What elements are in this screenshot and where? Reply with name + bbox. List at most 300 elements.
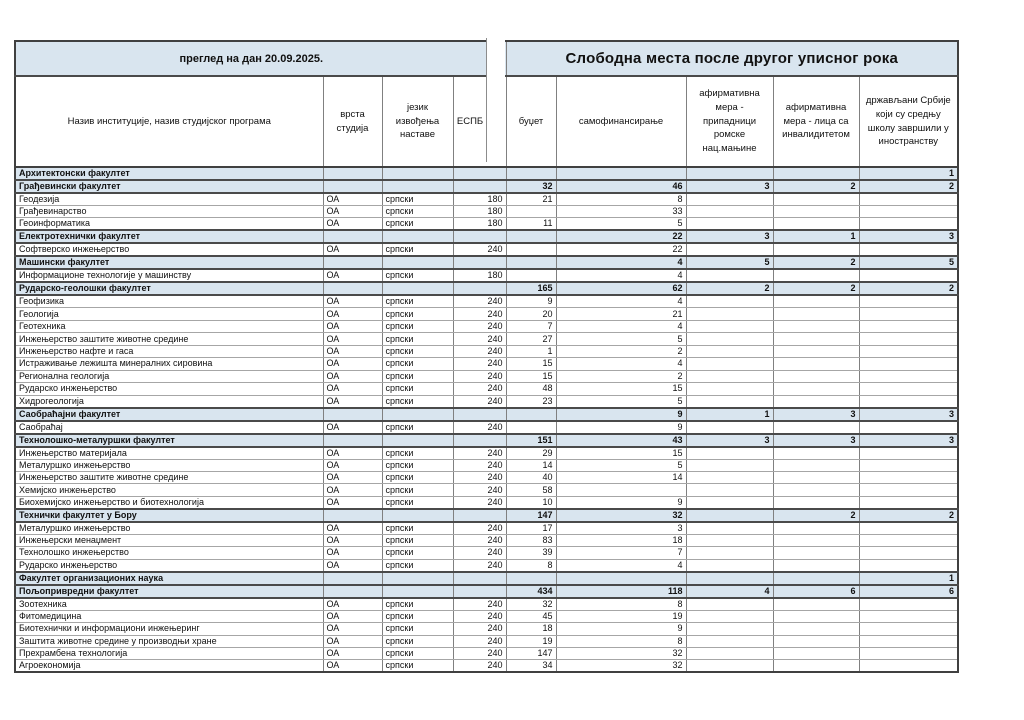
cell-study-type <box>323 509 382 522</box>
cell-foreign-school <box>859 193 958 206</box>
cell-self-financing: 14 <box>556 471 686 483</box>
cell-study-type: ОА <box>323 623 382 635</box>
column-header-language: језик извођења наставе <box>382 76 453 167</box>
faculty-row <box>15 282 958 295</box>
page-title: Слободна места после другог уписног рока <box>506 41 958 76</box>
cell-budget <box>506 256 556 269</box>
cell-foreign-school <box>859 295 958 308</box>
cell-study-type: ОА <box>323 534 382 546</box>
cell-language: српски <box>382 269 453 282</box>
program-row <box>15 635 958 647</box>
cell-budget: 9 <box>506 295 556 308</box>
cell-budget <box>506 206 556 218</box>
cell-espb <box>453 167 506 180</box>
cell-language: српски <box>382 295 453 308</box>
program-row <box>15 269 958 282</box>
cell-budget: 15 <box>506 358 556 370</box>
cell-name: Технички факултет у Бору <box>15 509 323 522</box>
cell-roma-affirmative <box>686 333 773 345</box>
cell-roma-affirmative <box>686 167 773 180</box>
cell-name: Металуршко инжењерство <box>15 459 323 471</box>
cell-self-financing: 8 <box>556 598 686 611</box>
cell-disability-affirmative <box>773 598 859 611</box>
cell-espb: 240 <box>453 333 506 345</box>
cell-self-financing: 18 <box>556 534 686 546</box>
cell-self-financing: 5 <box>556 395 686 408</box>
cell-foreign-school <box>859 648 958 660</box>
column-header-self-financing: самофинансирање <box>556 76 686 167</box>
cell-foreign-school <box>859 243 958 256</box>
cell-disability-affirmative <box>773 559 859 572</box>
cell-budget: 32 <box>506 180 556 193</box>
cell-self-financing: 9 <box>556 421 686 434</box>
cell-name: Заштита животне средине у производњи хране <box>15 635 323 647</box>
cell-language: српски <box>382 522 453 535</box>
cell-self-financing: 5 <box>556 333 686 345</box>
cell-disability-affirmative <box>773 206 859 218</box>
cell-study-type: ОА <box>323 484 382 496</box>
cell-study-type <box>323 167 382 180</box>
cell-self-financing: 32 <box>556 660 686 673</box>
cell-disability-affirmative <box>773 660 859 673</box>
program-row <box>15 243 958 256</box>
cell-study-type: ОА <box>323 383 382 395</box>
cell-language <box>382 167 453 180</box>
cell-language <box>382 230 453 243</box>
cell-roma-affirmative <box>686 358 773 370</box>
cell-foreign-school <box>859 471 958 483</box>
cell-budget: 18 <box>506 623 556 635</box>
cell-roma-affirmative: 3 <box>686 434 773 447</box>
cell-self-financing: 46 <box>556 180 686 193</box>
cell-self-financing: 4 <box>556 320 686 332</box>
cell-budget: 147 <box>506 509 556 522</box>
cell-self-financing: 8 <box>556 193 686 206</box>
cell-language: српски <box>382 547 453 559</box>
cell-foreign-school <box>859 447 958 460</box>
cell-self-financing: 21 <box>556 308 686 320</box>
program-row <box>15 193 958 206</box>
cell-name: Инжењерство материјала <box>15 447 323 460</box>
cell-self-financing: 19 <box>556 610 686 622</box>
cell-study-type: ОА <box>323 447 382 460</box>
column-header-espb: ЕСПБ <box>453 76 506 167</box>
cell-name: Прехрамбена технологија <box>15 648 323 660</box>
cell-budget: 45 <box>506 610 556 622</box>
cell-study-type: ОА <box>323 459 382 471</box>
cell-self-financing: 5 <box>556 218 686 231</box>
cell-name: Грађевинарство <box>15 206 323 218</box>
cell-self-financing: 7 <box>556 547 686 559</box>
cell-disability-affirmative <box>773 308 859 320</box>
cell-espb: 240 <box>453 395 506 408</box>
cell-budget: 27 <box>506 333 556 345</box>
cell-roma-affirmative <box>686 421 773 434</box>
cell-espb <box>453 509 506 522</box>
cell-roma-affirmative <box>686 320 773 332</box>
cell-self-financing: 4 <box>556 358 686 370</box>
cell-budget <box>506 230 556 243</box>
cell-disability-affirmative: 3 <box>773 434 859 447</box>
cell-self-financing: 2 <box>556 345 686 357</box>
cell-foreign-school <box>859 547 958 559</box>
cell-espb: 240 <box>453 447 506 460</box>
cell-budget: 39 <box>506 547 556 559</box>
cell-espb: 240 <box>453 496 506 509</box>
cell-roma-affirmative <box>686 547 773 559</box>
cell-name: Геофизика <box>15 295 323 308</box>
cell-self-financing: 9 <box>556 496 686 509</box>
cell-disability-affirmative <box>773 320 859 332</box>
cell-foreign-school <box>859 534 958 546</box>
cell-name: Геотехника <box>15 320 323 332</box>
cell-study-type: ОА <box>323 193 382 206</box>
cell-roma-affirmative <box>686 660 773 673</box>
cell-disability-affirmative: 2 <box>773 256 859 269</box>
cell-language: српски <box>382 635 453 647</box>
cell-study-type: ОА <box>323 269 382 282</box>
cell-roma-affirmative <box>686 623 773 635</box>
cell-foreign-school <box>859 383 958 395</box>
cell-espb: 240 <box>453 522 506 535</box>
program-row <box>15 370 958 382</box>
cell-espb: 240 <box>453 635 506 647</box>
cell-name: Софтверско инжењерство <box>15 243 323 256</box>
cell-budget: 10 <box>506 496 556 509</box>
cell-name: Геологија <box>15 308 323 320</box>
cell-name: Хемијско инжењерство <box>15 484 323 496</box>
cell-foreign-school <box>859 320 958 332</box>
cell-espb: 240 <box>453 345 506 357</box>
cell-budget: 11 <box>506 218 556 231</box>
cell-roma-affirmative <box>686 383 773 395</box>
cell-study-type: ОА <box>323 358 382 370</box>
cell-espb: 240 <box>453 648 506 660</box>
program-row <box>15 345 958 357</box>
cell-roma-affirmative: 3 <box>686 230 773 243</box>
cell-disability-affirmative: 1 <box>773 230 859 243</box>
program-row <box>15 295 958 308</box>
cell-disability-affirmative <box>773 522 859 535</box>
program-row <box>15 534 958 546</box>
cell-self-financing: 15 <box>556 447 686 460</box>
cell-budget: 48 <box>506 383 556 395</box>
cell-espb: 240 <box>453 295 506 308</box>
cell-budget: 14 <box>506 459 556 471</box>
cell-language: српски <box>382 308 453 320</box>
cell-budget <box>506 269 556 282</box>
cell-disability-affirmative <box>773 421 859 434</box>
cell-foreign-school <box>859 395 958 408</box>
cell-language: српски <box>382 421 453 434</box>
cell-name: Зоотехника <box>15 598 323 611</box>
cell-espb <box>453 572 506 585</box>
cell-budget: 15 <box>506 370 556 382</box>
cell-budget: 23 <box>506 395 556 408</box>
cell-disability-affirmative <box>773 295 859 308</box>
cell-name: Инжењерство заштите животне средине <box>15 471 323 483</box>
cell-self-financing: 2 <box>556 370 686 382</box>
cell-espb <box>453 585 506 598</box>
cell-language: српски <box>382 623 453 635</box>
cell-budget <box>506 243 556 256</box>
cell-foreign-school <box>859 484 958 496</box>
cell-roma-affirmative <box>686 610 773 622</box>
cell-foreign-school <box>859 660 958 673</box>
cell-roma-affirmative <box>686 559 773 572</box>
cell-espb: 240 <box>453 358 506 370</box>
cell-name: Инжењерски менаџмент <box>15 534 323 546</box>
cell-language <box>382 282 453 295</box>
cell-name: Истраживање лежишта минералних сировина <box>15 358 323 370</box>
faculty-row <box>15 572 958 585</box>
cell-espb: 240 <box>453 484 506 496</box>
cell-language: српски <box>382 447 453 460</box>
cell-name: Технолошко-металуршки факултет <box>15 434 323 447</box>
cell-espb: 180 <box>453 269 506 282</box>
cell-self-financing: 32 <box>556 648 686 660</box>
cell-study-type: ОА <box>323 559 382 572</box>
cell-name: Инжењерство заштите животне средине <box>15 333 323 345</box>
cell-name: Технолошко инжењерство <box>15 547 323 559</box>
cell-language: српски <box>382 383 453 395</box>
cell-name: Биотехнички и информациони инжењеринг <box>15 623 323 635</box>
cell-study-type <box>323 256 382 269</box>
cell-language: српски <box>382 243 453 256</box>
cell-disability-affirmative <box>773 218 859 231</box>
cell-budget: 83 <box>506 534 556 546</box>
cell-disability-affirmative <box>773 167 859 180</box>
cell-roma-affirmative <box>686 459 773 471</box>
cell-language: српски <box>382 395 453 408</box>
cell-espb: 180 <box>453 218 506 231</box>
cell-espb: 240 <box>453 459 506 471</box>
cell-self-financing: 15 <box>556 383 686 395</box>
cell-study-type: ОА <box>323 496 382 509</box>
cell-self-financing: 4 <box>556 559 686 572</box>
cell-espb: 240 <box>453 421 506 434</box>
cell-roma-affirmative <box>686 269 773 282</box>
cell-study-type: ОА <box>323 547 382 559</box>
cell-foreign-school <box>859 559 958 572</box>
cell-study-type <box>323 572 382 585</box>
program-row <box>15 358 958 370</box>
cell-roma-affirmative <box>686 598 773 611</box>
cell-foreign-school <box>859 598 958 611</box>
cell-foreign-school <box>859 623 958 635</box>
cell-language: српски <box>382 534 453 546</box>
cell-self-financing <box>556 484 686 496</box>
cell-name: Регионална геологија <box>15 370 323 382</box>
cell-disability-affirmative: 2 <box>773 180 859 193</box>
cell-name: Фитомедицина <box>15 610 323 622</box>
cell-disability-affirmative <box>773 484 859 496</box>
cell-language: српски <box>382 358 453 370</box>
cell-foreign-school: 2 <box>859 180 958 193</box>
cell-roma-affirmative: 2 <box>686 282 773 295</box>
cell-study-type <box>323 408 382 421</box>
cell-espb <box>453 256 506 269</box>
faculty-row <box>15 434 958 447</box>
cell-espb <box>453 282 506 295</box>
column-header-institution: Назив институције, назив студијског програма <box>15 76 323 167</box>
cell-study-type: ОА <box>323 395 382 408</box>
cell-foreign-school <box>859 522 958 535</box>
cell-foreign-school <box>859 218 958 231</box>
cell-budget: 40 <box>506 471 556 483</box>
cell-language: српски <box>382 333 453 345</box>
cell-name: Металуршко инжењерство <box>15 522 323 535</box>
cell-language: српски <box>382 471 453 483</box>
cell-study-type: ОА <box>323 648 382 660</box>
cell-budget: 151 <box>506 434 556 447</box>
cell-self-financing: 4 <box>556 256 686 269</box>
cell-self-financing: 32 <box>556 509 686 522</box>
program-row <box>15 471 958 483</box>
cell-foreign-school: 1 <box>859 167 958 180</box>
cell-study-type <box>323 282 382 295</box>
column-header-budget: буџет <box>506 76 556 167</box>
cell-disability-affirmative <box>773 395 859 408</box>
cell-foreign-school <box>859 496 958 509</box>
cell-budget: 21 <box>506 193 556 206</box>
cell-roma-affirmative: 4 <box>686 585 773 598</box>
cell-study-type: ОА <box>323 660 382 673</box>
program-row <box>15 206 958 218</box>
cell-budget: 165 <box>506 282 556 295</box>
cell-roma-affirmative <box>686 509 773 522</box>
cell-name: Хидрогеологија <box>15 395 323 408</box>
cell-roma-affirmative <box>686 447 773 460</box>
faculty-row <box>15 509 958 522</box>
cell-espb: 240 <box>453 660 506 673</box>
cell-language <box>382 585 453 598</box>
cell-disability-affirmative <box>773 243 859 256</box>
cell-name: Инжењерство нафте и гаса <box>15 345 323 357</box>
cell-budget: 17 <box>506 522 556 535</box>
cell-foreign-school <box>859 370 958 382</box>
cell-language: српски <box>382 218 453 231</box>
cell-roma-affirmative <box>686 345 773 357</box>
cell-foreign-school: 6 <box>859 585 958 598</box>
cell-name: Рударско инжењерство <box>15 559 323 572</box>
cell-espb: 240 <box>453 370 506 382</box>
program-row <box>15 308 958 320</box>
cell-name: Пољопривредни факултет <box>15 585 323 598</box>
cell-language <box>382 509 453 522</box>
cell-language: српски <box>382 660 453 673</box>
cell-self-financing: 4 <box>556 295 686 308</box>
cell-self-financing: 8 <box>556 635 686 647</box>
cell-roma-affirmative <box>686 496 773 509</box>
cell-language: српски <box>382 484 453 496</box>
cell-roma-affirmative <box>686 243 773 256</box>
cell-budget: 20 <box>506 308 556 320</box>
faculty-row <box>15 585 958 598</box>
cell-foreign-school: 3 <box>859 230 958 243</box>
cell-language: српски <box>382 345 453 357</box>
cell-self-financing <box>556 167 686 180</box>
cell-roma-affirmative: 3 <box>686 180 773 193</box>
faculty-row <box>15 256 958 269</box>
cell-study-type <box>323 585 382 598</box>
cell-name: Рударско инжењерство <box>15 383 323 395</box>
cell-disability-affirmative <box>773 572 859 585</box>
cell-budget <box>506 167 556 180</box>
cell-name: Саобраћај <box>15 421 323 434</box>
cell-espb: 240 <box>453 308 506 320</box>
cell-budget: 58 <box>506 484 556 496</box>
report-date-title: преглед на дан 20.09.2025. <box>15 41 506 76</box>
program-row <box>15 484 958 496</box>
cell-study-type: ОА <box>323 243 382 256</box>
cell-budget: 34 <box>506 660 556 673</box>
program-row <box>15 547 958 559</box>
cell-disability-affirmative <box>773 370 859 382</box>
faculty-row <box>15 167 958 180</box>
cell-language <box>382 434 453 447</box>
cell-espb: 240 <box>453 610 506 622</box>
cell-roma-affirmative <box>686 534 773 546</box>
cell-roma-affirmative: 5 <box>686 256 773 269</box>
cell-language: српски <box>382 496 453 509</box>
cell-study-type: ОА <box>323 370 382 382</box>
cell-name: Геодезија <box>15 193 323 206</box>
cell-self-financing <box>556 572 686 585</box>
cell-espb: 240 <box>453 547 506 559</box>
cell-budget <box>506 572 556 585</box>
cell-disability-affirmative <box>773 383 859 395</box>
cell-self-financing: 118 <box>556 585 686 598</box>
cell-espb: 180 <box>453 206 506 218</box>
cell-name: Информационе технологије у машинству <box>15 269 323 282</box>
cell-name: Машински факултет <box>15 256 323 269</box>
cell-budget: 1 <box>506 345 556 357</box>
column-header-disability-affirmative: афирмативна мера - лица са инвалидитетом <box>773 76 859 167</box>
cell-roma-affirmative <box>686 218 773 231</box>
cell-espb <box>453 180 506 193</box>
cell-budget: 147 <box>506 648 556 660</box>
cell-budget: 19 <box>506 635 556 647</box>
cell-budget: 8 <box>506 559 556 572</box>
cell-roma-affirmative <box>686 635 773 647</box>
cell-study-type <box>323 180 382 193</box>
cell-disability-affirmative <box>773 635 859 647</box>
cell-roma-affirmative <box>686 572 773 585</box>
cell-espb: 240 <box>453 320 506 332</box>
program-row <box>15 447 958 460</box>
cell-study-type <box>323 434 382 447</box>
cell-disability-affirmative <box>773 547 859 559</box>
cell-language: српски <box>382 610 453 622</box>
cell-self-financing: 22 <box>556 230 686 243</box>
cell-name: Геоинформатика <box>15 218 323 231</box>
cell-disability-affirmative <box>773 345 859 357</box>
cell-disability-affirmative <box>773 447 859 460</box>
cell-study-type: ОА <box>323 206 382 218</box>
cell-espb: 180 <box>453 193 506 206</box>
cell-roma-affirmative: 1 <box>686 408 773 421</box>
cell-foreign-school <box>859 421 958 434</box>
program-row <box>15 660 958 673</box>
cell-foreign-school: 1 <box>859 572 958 585</box>
cell-study-type: ОА <box>323 522 382 535</box>
cell-roma-affirmative <box>686 295 773 308</box>
program-row <box>15 395 958 408</box>
cell-study-type: ОА <box>323 308 382 320</box>
cell-disability-affirmative <box>773 459 859 471</box>
cell-language: српски <box>382 648 453 660</box>
